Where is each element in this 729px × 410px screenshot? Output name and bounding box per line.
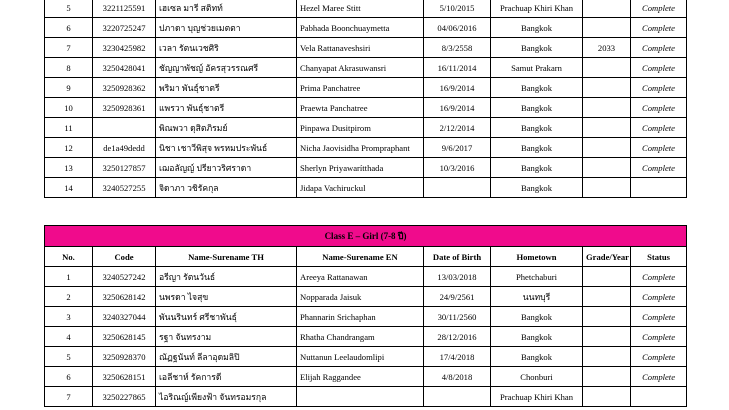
cell-code: 3250928361 [93,98,156,118]
cell-name-en: Jidapa Vachiruckul [297,178,424,198]
cell-name-th: ชัญญาพัชญ์ อัครสุวรรณศรี [156,58,297,78]
cell-name-en: Elijah Raggandee [297,367,424,387]
cell-status: Complete [631,58,687,78]
cell-grade [583,0,631,18]
cell-status: Complete [631,267,687,287]
header-hometown: Hometown [491,247,583,267]
cell-grade [583,118,631,138]
cell-status: Complete [631,367,687,387]
cell-no: 10 [45,98,93,118]
cell-dob [424,178,491,198]
cell-code: 3250127857 [93,158,156,178]
cell-code: 3250928362 [93,78,156,98]
table-row [45,78,687,98]
table-row [45,98,687,118]
cell-hometown: Bangkok [491,118,583,138]
cell-status: Complete [631,158,687,178]
cell-name-en: Pabhada Boonchuaymetta [297,18,424,38]
cell-hometown: Bangkok [491,78,583,98]
cell-name-en: Nopparada Jaisuk [297,287,424,307]
cell-code: 3250628151 [93,367,156,387]
cell-no: 14 [45,178,93,198]
cell-status [631,387,687,407]
students-table-previous-class [44,0,687,198]
cell-status: Complete [631,18,687,38]
cell-name-en: Rhatha Chandrangam [297,327,424,347]
cell-grade [583,78,631,98]
cell-grade [583,327,631,347]
table-row [45,18,687,38]
cell-no: 6 [45,367,93,387]
cell-no: 1 [45,267,93,287]
cell-hometown: Bangkok [491,138,583,158]
cell-code: 3250928370 [93,347,156,367]
cell-name-th: นพรดา ไจสุข [156,287,297,307]
cell-grade [583,158,631,178]
cell-name-en: Nicha Jaovisidha Prompraphant [297,138,424,158]
cell-name-th: นิชา เชาวีพิสุจ พรหมประพันธ์ [156,138,297,158]
cell-hometown: Bangkok [491,18,583,38]
cell-dob: 30/11/2560 [424,307,491,327]
cell-name-en: Areeya Rattanawan [297,267,424,287]
cell-no: 6 [45,18,93,38]
cell-status: Complete [631,98,687,118]
cell-status: Complete [631,38,687,58]
cell-name-th: จิดาภา วชิรัคกุล [156,178,297,198]
cell-no: 3 [45,307,93,327]
cell-dob: 24/9/2561 [424,287,491,307]
table-row [45,158,687,178]
cell-status: Complete [631,118,687,138]
cell-name-en: Prima Panchatree [297,78,424,98]
class-title: Class E – Girl (7-8 ปี) [45,226,687,247]
cell-name-th: ณัฏฐนันท์ ลีลาอุดมลิปิ [156,347,297,367]
cell-name-th: เวลา รัตนเวชศิริ [156,38,297,58]
cell-hometown: Prachuap Khiri Khan [491,387,583,407]
cell-hometown: Bangkok [491,98,583,118]
cell-name-th: รฐา จันทรงาม [156,327,297,347]
cell-name-en: Phannarin Srichaphan [297,307,424,327]
cell-code [93,118,156,138]
cell-no: 7 [45,38,93,58]
cell-name-en: Sherlyn Priyawarítthada [297,158,424,178]
cell-hometown: Chonburi [491,367,583,387]
cell-dob: 2/12/2014 [424,118,491,138]
cell-no: 5 [45,0,93,18]
cell-hometown: Phetchaburi [491,267,583,287]
cell-status: Complete [631,347,687,367]
class-title-row [45,226,687,247]
table-row [45,267,687,287]
cell-status: Complete [631,78,687,98]
table-row [45,367,687,387]
table-body-rows [45,267,687,407]
cell-no: 7 [45,387,93,407]
cell-code: 3221125591 [93,0,156,18]
cell-grade [583,138,631,158]
cell-dob: 5/10/2015 [424,0,491,18]
cell-status: Complete [631,327,687,347]
cell-name-th: ปภาดา บุญช่วยเมตตา [156,18,297,38]
cell-name-th: ไอริณญ์เพียงฟ้า จันทรอมรกุล [156,387,297,407]
cell-grade [583,58,631,78]
cell-dob: 04/06/2016 [424,18,491,38]
cell-hometown: Bangkok [491,158,583,178]
table-row [45,347,687,367]
cell-code: 3250628142 [93,287,156,307]
table-row [45,307,687,327]
header-name-en: Name-Surename EN [297,247,424,267]
header-row [45,247,687,267]
cell-dob: 13/03/2018 [424,267,491,287]
cell-code: 3250227865 [93,387,156,407]
cell-grade [583,367,631,387]
cell-grade [583,178,631,198]
cell-code: 3230425982 [93,38,156,58]
cell-grade [583,98,631,118]
cell-grade [583,267,631,287]
cell-no: 4 [45,327,93,347]
table-row [45,178,687,198]
header-code: Code [93,247,156,267]
cell-no: 5 [45,347,93,367]
table-body [45,0,687,198]
cell-status: Complete [631,307,687,327]
cell-name-th: อรีญา รัตนวันธ์ [156,267,297,287]
table-body [45,226,687,267]
cell-hometown: Prachuap Khiri Khan [491,0,583,18]
table-row [45,287,687,307]
cell-grade [583,347,631,367]
header-name-th: Name-Surename TH [156,247,297,267]
students-table-class-e [44,225,687,407]
cell-no: 8 [45,58,93,78]
cell-code: 3240327044 [93,307,156,327]
table-row [45,138,687,158]
cell-dob: 10/3/2016 [424,158,491,178]
cell-name-en: Hezel Maree Stitt [297,0,424,18]
cell-no: 13 [45,158,93,178]
cell-code: 3240527255 [93,178,156,198]
cell-no: 2 [45,287,93,307]
cell-name-en: Vela Rattanaveshsiri [297,38,424,58]
cell-name-th: เฮเซล มารี สติทท์ [156,0,297,18]
header-no: No. [45,247,93,267]
cell-status: Complete [631,287,687,307]
cell-hometown: Bangkok [491,307,583,327]
cell-grade [583,18,631,38]
cell-hometown: นนทบุรี [491,287,583,307]
cell-hometown: Samut Prakarn [491,58,583,78]
cell-hometown: Bangkok [491,38,583,58]
cell-dob [424,387,491,407]
cell-code: de1a49dedd [93,138,156,158]
cell-dob: 28/12/2016 [424,327,491,347]
cell-grade [583,287,631,307]
cell-dob: 8/3/2558 [424,38,491,58]
cell-name-en [297,387,424,407]
cell-code: 3250428041 [93,58,156,78]
cell-code: 3240527242 [93,267,156,287]
cell-name-th: พิณพวา ดุสิตภิรมย์ [156,118,297,138]
cell-status: Complete [631,138,687,158]
cell-name-en: Nuttanun Leelaudomlipi [297,347,424,367]
cell-dob: 17/4/2018 [424,347,491,367]
cell-grade [583,387,631,407]
header-grade: Grade/Year [583,247,631,267]
table-row [45,0,687,18]
cell-no: 12 [45,138,93,158]
cell-status [631,178,687,198]
cell-code: 3220725247 [93,18,156,38]
cell-dob: 16/11/2014 [424,58,491,78]
table-row [45,327,687,347]
table-row [45,118,687,138]
cell-code: 3250628145 [93,327,156,347]
cell-hometown: Bangkok [491,178,583,198]
cell-dob: 4/8/2018 [424,367,491,387]
table-row [45,38,687,58]
cell-name-en: Praewta Panchatree [297,98,424,118]
cell-grade [583,307,631,327]
header-dob: Date of Birth [424,247,491,267]
cell-name-th: เฌอลัญญ์ ปรียาวริศราดา [156,158,297,178]
cell-hometown: Bangkok [491,327,583,347]
cell-name-en: Pinpawa Dusitpirom [297,118,424,138]
cell-dob: 16/9/2014 [424,78,491,98]
cell-grade: 2033 [583,38,631,58]
cell-hometown: Bangkok [491,347,583,367]
cell-dob: 16/9/2014 [424,98,491,118]
cell-name-th: แพรวา พันธุ์ชาตรี [156,98,297,118]
cell-name-en: Chanyapat Akrasuwansri [297,58,424,78]
cell-dob: 9/6/2017 [424,138,491,158]
cell-no: 11 [45,118,93,138]
table-row [45,58,687,78]
cell-status: Complete [631,0,687,18]
cell-name-th: เอลีชาห์ รัคการดี [156,367,297,387]
cell-no: 9 [45,78,93,98]
table-row [45,387,687,407]
cell-name-th: พริมา พันธุ์ชาตรี [156,78,297,98]
cell-name-th: พันนรินทร์ ศรีชาพันธุ์ [156,307,297,327]
header-status: Status [631,247,687,267]
